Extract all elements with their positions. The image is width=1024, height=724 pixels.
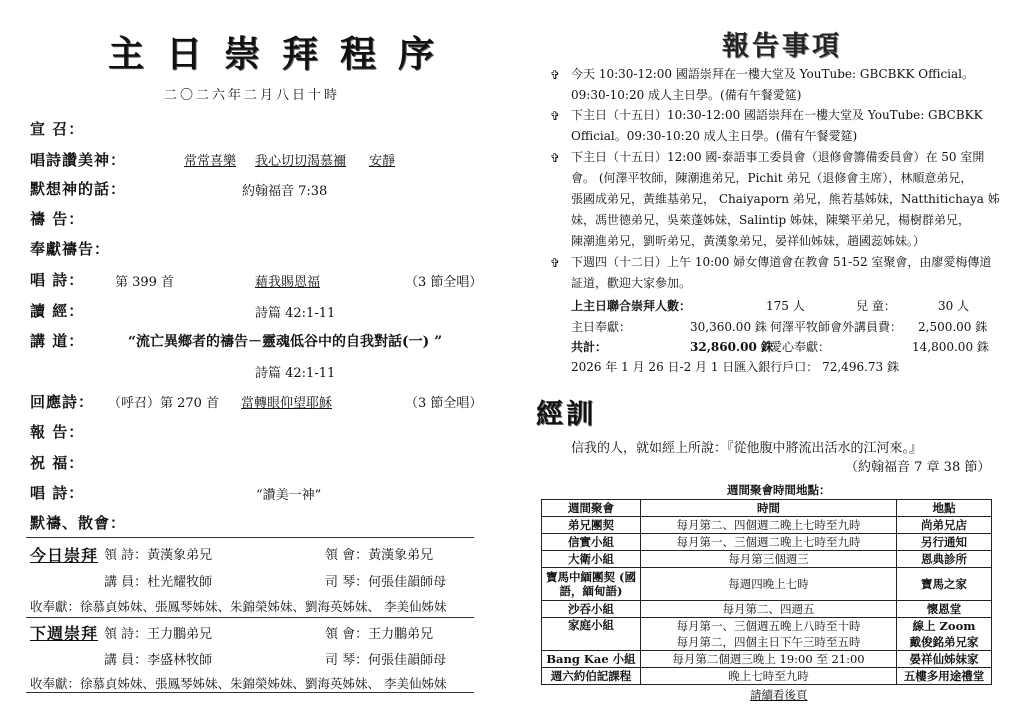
group-place: 寶馬之家 xyxy=(897,568,992,601)
sermon-title: “流亡異鄉者的禱告－靈魂低谷中的自我對話(一) ” xyxy=(128,334,443,350)
next-lead-poem: 領 詩：王力鵬弟兄 xyxy=(104,627,213,642)
offering-prayer-label: 奉獻禱告： xyxy=(30,240,111,258)
response-note: （3 節全唱） xyxy=(405,396,483,411)
notice-line: 妹，馮世德弟兄，吳萊蓬姊妹，Salintip 姊妹，陳樂平弟兄，楊樹群弟兄， xyxy=(571,213,970,227)
table-row xyxy=(542,568,992,601)
schedule-table xyxy=(541,499,992,685)
group-place: 另行通知 xyxy=(897,534,992,551)
attendance-adults: 175 人 xyxy=(766,299,805,313)
read-label: 讀 經： xyxy=(30,302,85,320)
group-time: 晚上七時至九時 xyxy=(641,668,897,685)
prayer-label: 禱 告： xyxy=(30,210,85,228)
notice-line: 下主日（十五日）10:30-12:00 國語崇拜在一樓大堂及 YouTube: GBCBKK xyxy=(571,108,983,122)
notice-line: 09:30-10:20 成人主日學。(備有午餐愛筵) xyxy=(571,88,802,102)
group-name: 週六約伯記課程 xyxy=(542,668,641,685)
service-date: 二〇二六年二月八日十時 xyxy=(164,88,341,103)
offering-label: 主日奉獻： xyxy=(571,320,632,334)
table-title: 週間聚會時間地點： xyxy=(727,483,831,497)
table-row xyxy=(542,601,992,618)
notice-line: Official。09:30-10:20 成人主日學。(備有午餐愛筵) xyxy=(571,129,858,143)
cross-icon: ✞ xyxy=(550,109,561,123)
verse-text: 信我的人，就如經上所說：『從他腹中將流出活水的江河來。』 xyxy=(571,441,923,456)
sermon-ref: 詩篇 42:1-11 xyxy=(255,366,336,381)
sing2-text: “讚美一神” xyxy=(256,488,322,503)
group-time: 每月第一、三個週五晚上八時至十時 xyxy=(641,618,897,635)
group-place: 尚弟兄店 xyxy=(897,517,992,534)
group-name: 大衛小組 xyxy=(542,551,641,568)
hymn-song-3: 安靜 xyxy=(369,154,396,169)
page-title: 主日崇拜程序 xyxy=(108,33,457,75)
group-time: 每月第三個週三 xyxy=(641,551,897,568)
group-name: 寶馬中緬團契 (國語，緬甸語) xyxy=(542,568,641,601)
response-title: 當轉眼仰望耶穌 xyxy=(241,396,333,411)
group-name: 弟兄團契 xyxy=(542,517,641,534)
today-lead-poem: 領 詩：黃漢象弟兄 xyxy=(104,548,213,563)
love-offering-label: 愛心奉獻： xyxy=(770,340,831,354)
today-label: 今日崇拜 xyxy=(30,546,99,565)
notice-line: 下週四（十二日）上午 10:00 婦女傳道會在教會 51-52 室聚會，由廖愛梅傳道 xyxy=(571,255,992,269)
hymn-label: 唱詩讚美神： xyxy=(30,151,127,169)
group-time: 每月第二，四個主日下午三時至五時 xyxy=(641,634,897,651)
today-lead-meeting: 領 會：黃漢象弟兄 xyxy=(325,548,434,563)
footer-continue: 請續看後頁 xyxy=(750,688,808,702)
hymn-song-2: 我心切切渴慕禰 xyxy=(255,154,347,169)
verse-reference: （約翰福音 7 章 38 節） xyxy=(845,460,991,475)
group-name: Bang Kae 小組 xyxy=(542,651,641,668)
table-row xyxy=(542,517,992,534)
report-label: 報 告： xyxy=(30,423,85,441)
table-row xyxy=(542,668,992,685)
divider xyxy=(26,537,474,538)
group-place: 戴俊銘弟兄家 xyxy=(897,634,992,651)
blessing-label: 祝 福： xyxy=(30,454,85,472)
cross-icon: ✞ xyxy=(550,256,561,270)
love-offering-amount: 14,800.00 銖 xyxy=(912,340,989,354)
offering-amount: 30,360.00 銖 xyxy=(690,320,767,334)
next-lead-meeting: 領 會：王力鵬弟兄 xyxy=(325,627,434,642)
table-row xyxy=(542,618,992,635)
group-place: 五樓多用途禮堂 xyxy=(897,668,992,685)
group-name: 家庭小組 xyxy=(542,618,641,651)
notice-line: 會。 (何澤平牧師，陳潮進弟兄，Pichit 弟兄（退修會主席），林順意弟兄， xyxy=(571,171,973,185)
today-pianist: 司 琴：何張佳韻師母 xyxy=(325,575,447,590)
group-time: 每月第二、四個週二晚上七時至九時 xyxy=(641,517,897,534)
divider xyxy=(26,617,474,618)
header-place: 地點 xyxy=(897,500,992,517)
notice-line: 張國成弟兄，黃維基弟兄， Chaiyaporn 弟兄，熊若基姊妹，Natthitichaya 姊 xyxy=(571,192,1000,206)
group-place: 懷恩堂 xyxy=(897,601,992,618)
notice-line: 陳潮進弟兄，劉昕弟兄，黃漢象弟兄，晏祥仙姊妹，趙國蕊姊妹。） xyxy=(571,234,926,248)
reflect-text: 約翰福音 7:38 xyxy=(242,184,328,199)
children-label: 兒 童： xyxy=(856,299,896,313)
cross-icon: ✞ xyxy=(550,68,561,82)
attendance-label: 上主日聯合崇拜人數： xyxy=(571,299,692,313)
sermon-label: 講 道： xyxy=(30,332,85,350)
group-place: 晏祥仙姊妹家 xyxy=(897,651,992,668)
sing-number: 第 399 首 xyxy=(115,275,175,290)
sing-label: 唱 詩： xyxy=(30,271,85,289)
today-offering: 收奉獻：徐慕貞姊妹、張鳳琴姊妹、朱錦榮姊妹、劉海英姊妹、 李美仙姊妹 xyxy=(30,599,447,614)
bank-note: 2026 年 1 月 26 日-2 月 1 日匯入銀行戶口： 72,496.73 銖 xyxy=(571,360,899,374)
sing2-label: 唱 詩： xyxy=(30,484,85,502)
sing-note: （3 節全唱） xyxy=(405,275,483,290)
speaker-fee-amount: 2,500.00 銖 xyxy=(918,320,988,334)
next-pianist: 司 琴：何張佳韻師母 xyxy=(325,653,447,668)
next-label: 下週崇拜 xyxy=(30,624,99,643)
read-text: 詩篇 42:1-11 xyxy=(255,306,336,321)
group-time: 每月第一、三個週二晚上七時至九時 xyxy=(641,534,897,551)
divider xyxy=(26,692,474,693)
group-place: 恩典診所 xyxy=(897,551,992,568)
dismiss-label: 默禱、散會： xyxy=(30,514,127,532)
notice-line: 今天 10:30-12:00 國語崇拜在一樓大堂及 YouTube: GBCBKK Official。 xyxy=(571,67,974,81)
group-name: 信實小組 xyxy=(542,534,641,551)
motto-heading: 經訓 xyxy=(536,399,596,430)
table-row xyxy=(542,534,992,551)
children-count: 30 人 xyxy=(938,299,970,313)
group-name: 沙吞小組 xyxy=(542,601,641,618)
group-time: 每月第二個週三晚上 19:00 至 21:00 xyxy=(641,651,897,668)
reflect-label: 默想神的話： xyxy=(30,180,127,198)
group-time: 每週四晚上七時 xyxy=(641,568,897,601)
sing-title: 藉我賜恩福 xyxy=(255,275,321,290)
table-header-row xyxy=(542,500,992,517)
notice-heading: 報告事項 xyxy=(722,31,842,62)
total-amount: 32,860.00 銖 xyxy=(690,340,773,354)
table-row xyxy=(542,651,992,668)
today-speaker: 講 員：杜光耀牧師 xyxy=(104,575,213,590)
next-speaker: 講 員：李盛林牧師 xyxy=(104,653,213,668)
response-label: 回應詩： xyxy=(30,393,95,411)
response-number: （呼召）第 270 首 xyxy=(108,396,220,411)
speaker-fee-label: 何澤平牧師會外講員費： xyxy=(770,320,903,334)
total-label: 共計： xyxy=(571,340,608,354)
group-place: 線上 Zoom xyxy=(897,618,992,635)
notice-line: 下主日（十五日）12:00 國-泰語事工委員會（退修會籌備委員會）在 50 室開 xyxy=(571,150,985,164)
hymn-song-1: 常常喜樂 xyxy=(184,154,237,169)
group-time: 每月第二、四週五 xyxy=(641,601,897,618)
cross-icon: ✞ xyxy=(550,151,561,165)
header-time: 時間 xyxy=(641,500,897,517)
call-label: 宣 召： xyxy=(30,120,85,138)
header-group: 週間聚會 xyxy=(542,500,641,517)
next-offering: 收奉獻：徐慕貞姊妹、張鳳琴姊妹、朱錦榮姊妹、劉海英姊妹、 李美仙姊妹 xyxy=(30,676,447,691)
notice-line: 証道，歡迎大家參加。 xyxy=(571,276,692,290)
table-row xyxy=(542,551,992,568)
